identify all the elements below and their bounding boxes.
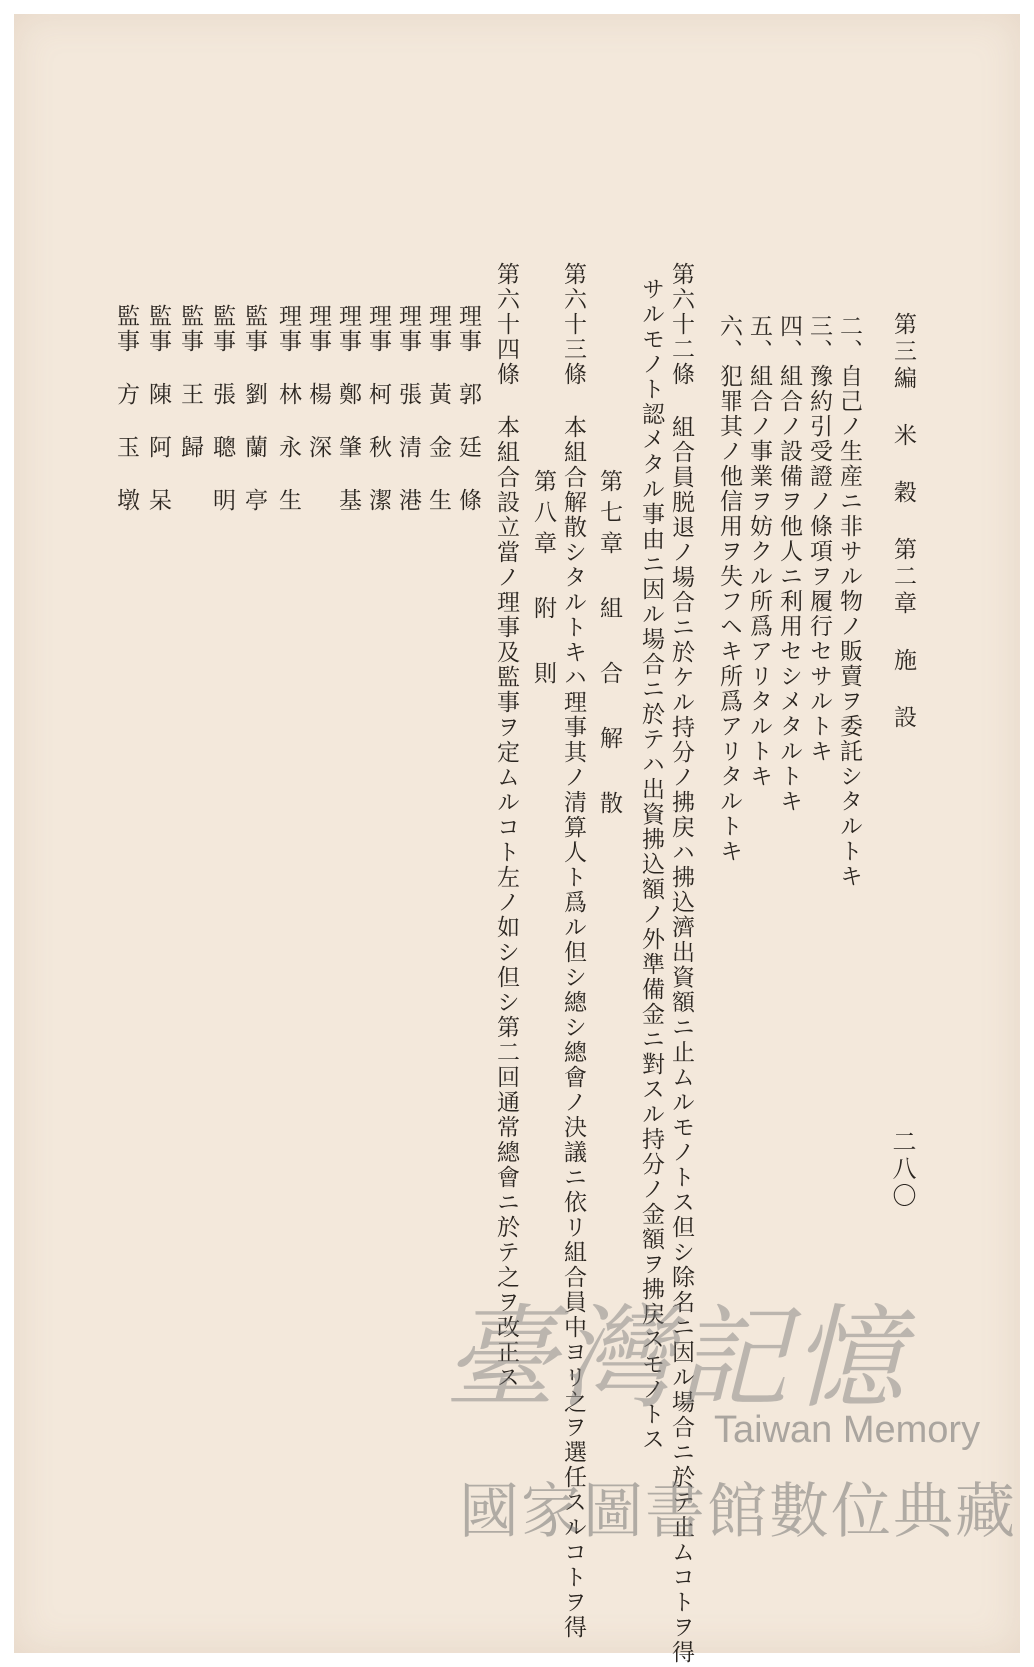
text-column-4: 五、組合ノ事業ヲ妨クル所爲アリタルトキ [746,314,772,789]
official-2: 理事 黃 金 生 [425,304,451,513]
article-63: 第六十三條 本組合解散シタルトキハ理事其ノ清算人ト爲ル但シ總シ總會ノ決議ニ依リ組合員中ヨリ之ヲ選任スルコトヲ得 [560,262,586,1640]
article-64: 第六十四條 本組合設立當ノ理事及監事ヲ定ムルコト左ノ如シ但シ第二回通常總會ニ於テ之ヲ改正ス [493,262,519,1390]
text-column-2: 三、豫約引受證ノ條項ヲ履行セサルトキ [806,314,832,764]
watermark-english: Taiwan Memory [714,1409,981,1451]
official-1: 理事 郭 廷 條 [455,304,481,513]
official-4: 理事 柯 秋 潔 [365,304,391,513]
watermark-chinese: 臺灣記憶 [444,1294,908,1424]
text-column-5: 六、犯罪其ノ他信用ヲ失フヘキ所爲アリタルトキ [716,314,742,864]
official-3: 理事 張 清 港 [395,304,421,513]
document-page [14,14,1020,1665]
official-7: 理事 林 永 生 [275,304,301,513]
article-62-continued: サルモノト認メタル事由ニ因ル場合ニ於テハ出資拂込額ノ外準備金ニ對スル持分ノ金額ヲ拂戻スモノトス [638,277,664,1452]
official-12: 監事 方 玉 墩 [113,304,139,513]
official-8: 監事 劉 蘭 亭 [241,304,267,513]
official-6: 理事 楊 深 [305,304,331,460]
running-header: 第三編 米 穀 第二章 施 設 [890,312,916,732]
text-column-3: 四、組合ノ設備ヲ他人ニ利用セシメタルトキ [776,314,802,814]
official-11: 監事 陳 阿 呆 [145,304,171,513]
official-5: 理事 鄭 肇 基 [335,304,361,513]
official-9: 監事 張 聰 明 [209,304,235,513]
article-62: 第六十二條 組合員脱退ノ場合ニ於ケル持分ノ拂戻ハ拂込濟出資額ニ止ムルモノトス但シ除名ニ因ル場合ニ於テ止ムコトヲ得 [668,262,694,1665]
chapter-8-title: 第八章 附 則 [530,469,556,692]
page-number: 二八〇 [888,1129,916,1210]
official-10: 監事 王 歸 [177,304,203,460]
text-column-1: 二、自己ノ生産ニ非サル物ノ販賣ヲ委託シタルトキ [836,314,862,889]
watermark-library: 國家圖書館數位典藏 [459,1477,1017,1547]
chapter-7-title: 第七章 組 合 解 散 [596,469,622,822]
